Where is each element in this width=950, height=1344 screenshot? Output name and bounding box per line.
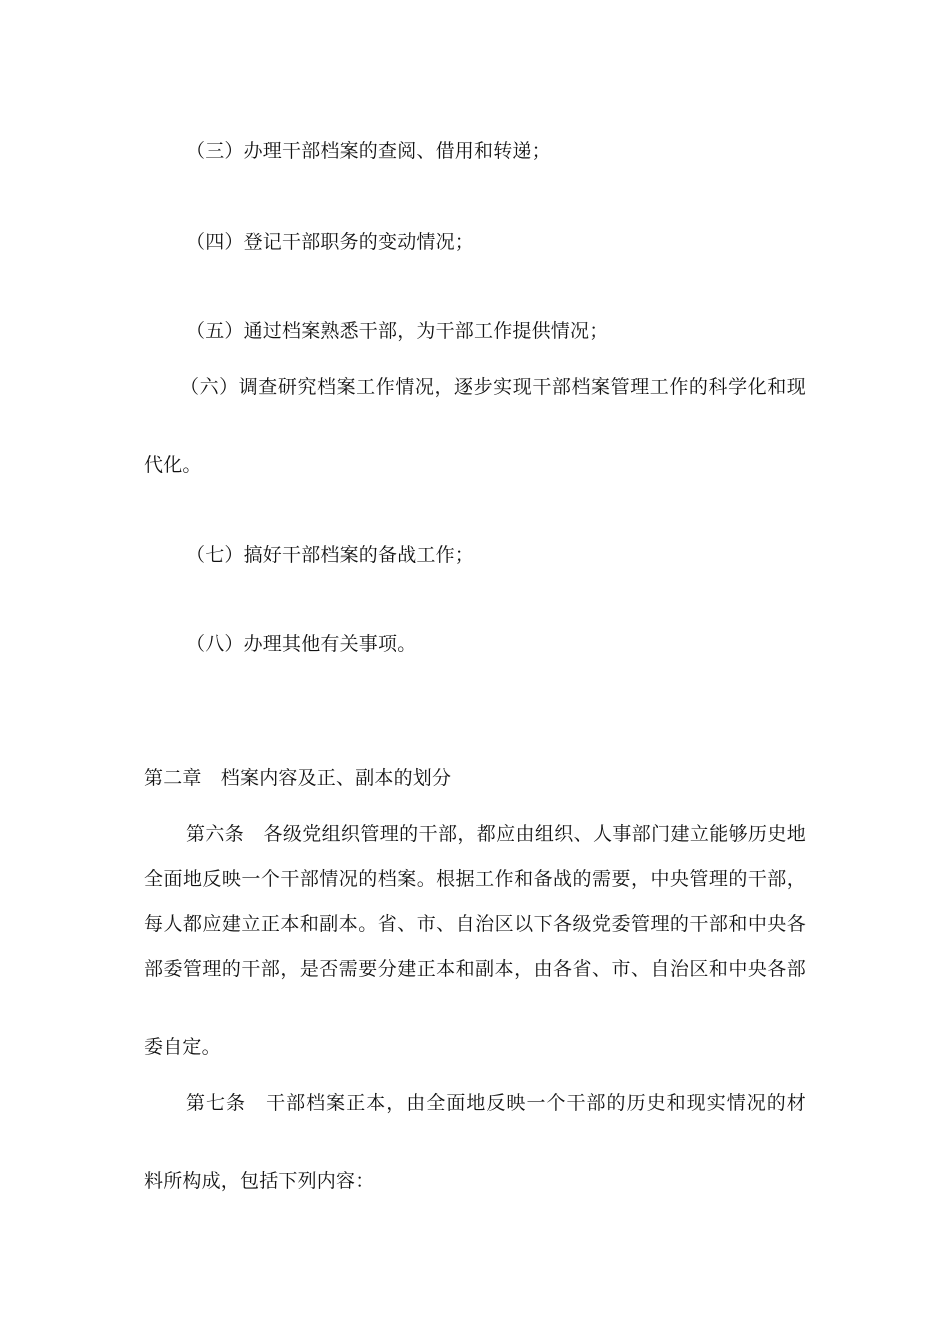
article-7-line-2: 料所构成，包括下列内容：	[144, 1170, 375, 1192]
article-6-line-2: 全面地反映一个干部情况的档案。根据工作和备战的需要，中央管理的干部，	[144, 868, 806, 890]
article-6-line-3: 每人都应建立正本和副本。省、市、自治区以下各级党委管理的干部和中央各	[144, 913, 806, 935]
article-6-line-4: 部委管理的干部，是否需要分建正本和副本，由各省、市、自治区和中央各部	[144, 958, 806, 980]
item-5: （五）通过档案熟悉干部，为干部工作提供情况；	[186, 320, 609, 342]
article-7-line-1: 第七条 干部档案正本，由全面地反映一个干部的历史和现实情况的材	[186, 1092, 806, 1114]
item-4: （四）登记干部职务的变动情况；	[186, 231, 475, 253]
item-6-line-2: 代化。	[144, 454, 202, 476]
article-6-line-1: 第六条 各级党组织管理的干部，都应由组织、人事部门建立能够历史地	[186, 823, 806, 845]
item-6-line-1: （六）调查研究档案工作情况，逐步实现干部档案管理工作的科学化和现	[180, 376, 806, 398]
article-6-line-5: 委自定。	[144, 1036, 221, 1058]
item-3: （三）办理干部档案的查阅、借用和转递；	[186, 140, 551, 162]
chapter-heading: 第二章 档案内容及正、副本的划分	[144, 767, 452, 789]
item-8: （八）办理其他有关事项。	[186, 633, 417, 655]
item-7: （七）搞好干部档案的备战工作；	[186, 544, 475, 566]
